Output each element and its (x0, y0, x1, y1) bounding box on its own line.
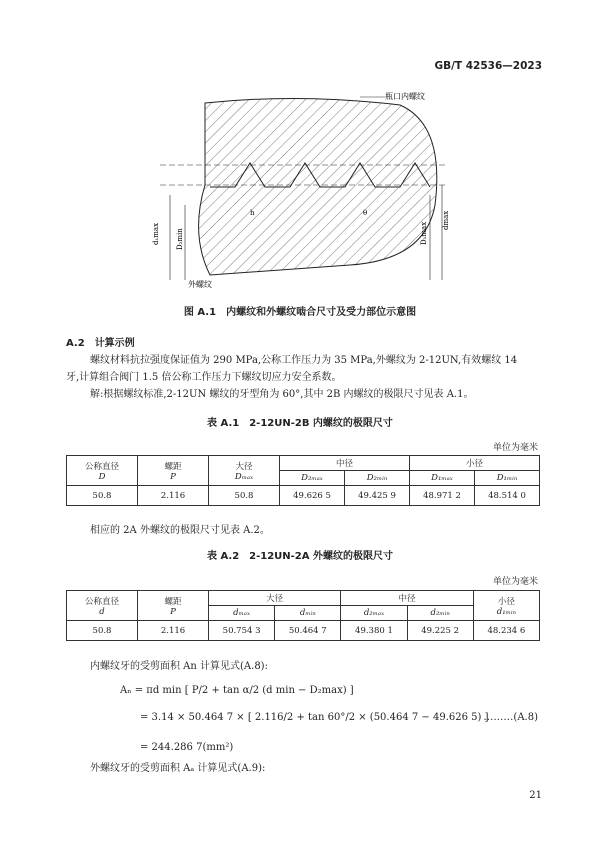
paragraph-5: 外螺纹牙的受剪面积 Aₐ 计算见式(A.9): (90, 763, 266, 774)
t2-major-max: dₘₐₓ (209, 606, 275, 621)
dim-dmax: dmax (442, 210, 450, 230)
figure-caption: 图 A.1 内螺纹和外螺纹啮合尺寸及受力部位示意图 (183, 307, 417, 318)
t1-major-sym: Dₘₐₓ (234, 471, 254, 482)
paragraph-1-cont: 牙,计算组合阀门 1.5 倍公称工作压力下螺纹切应力安全系数。 (66, 372, 342, 383)
dim-D1max: D₁max (420, 221, 428, 245)
t1-cell: 50.8 (209, 486, 280, 506)
t2-cell: 50.8 (67, 621, 138, 641)
paragraph-1: 螺纹材料抗拉强度保证值为 290 MPa,公称工作压力为 35 MPa,外螺纹为 2-12UN,有效螺纹 14 (90, 355, 518, 366)
section-title: 计算示例 (94, 338, 135, 349)
t2-cell: 49.225 2 (407, 621, 473, 641)
t2-middle-min: d₂ₘᵢₙ (407, 606, 473, 621)
section-number: A.2 (66, 338, 85, 349)
t1-pitch-sym: P (170, 471, 176, 482)
t2-nominal-sym: d (99, 606, 105, 617)
section-heading (66, 334, 135, 349)
table-a1 (66, 455, 540, 506)
t2-cell: 49.380 1 (341, 621, 407, 641)
t1-cell: 49.626 5 (280, 486, 345, 506)
t1-nominal-sym: D (98, 471, 106, 482)
t1-cell: 49.425 9 (345, 486, 410, 506)
formula-line-1: Aₙ = πd min [ P/2 + tan α/2 (d min − D₂max) ] (120, 685, 354, 696)
table2-caption: 表 A.2 2-12UN-2A 外螺纹的极限尺寸 (206, 551, 393, 562)
t1-minor-min: D₁ₘᵢₙ (475, 471, 540, 486)
paragraph-2: 解:根据螺纹标准,2-12UN 螺纹的牙型角为 60°,其中 2B 内螺纹的极限尺寸见表 A.1。 (90, 389, 474, 400)
t2-cell: 48.234 6 (473, 621, 539, 641)
page-number: 21 (529, 790, 542, 801)
t1-minor: 小径 (410, 456, 540, 471)
t1-middle-max: D₂ₘₐₓ (280, 471, 345, 486)
t1-cell: 48.514 0 (475, 486, 540, 506)
dim-theta: θ (363, 209, 368, 217)
t2-middle: 中径 (341, 591, 473, 606)
t2-cell: 50.754 3 (209, 621, 275, 641)
external-thread-label: 外螺纹 (188, 280, 212, 289)
formula-line-2: = 3.14 × 50.464 7 × [ 2.116/2 + tan 60°/2 × (50.464 7 − 49.626 5) ] (140, 712, 489, 723)
t2-cell: 2.116 (138, 621, 209, 641)
formula-ref: ………(A.8) (483, 712, 538, 723)
t2-major-min: dₘᵢₙ (275, 606, 341, 621)
t2-cell: 50.464 7 (275, 621, 341, 641)
t1-middle-min: D₂ₘᵢₙ (345, 471, 410, 486)
t2-pitch: 螺距 (164, 596, 182, 607)
dim-d1max: d₁max (152, 222, 160, 245)
t2-minor: 小径 (497, 596, 515, 607)
table1-unit: 单位为毫米 (492, 443, 538, 453)
t1-cell: 48.971 2 (410, 486, 475, 506)
t1-cell: 2.116 (138, 486, 209, 506)
t1-pitch: 螺距 (164, 461, 182, 472)
t1-major: 大径 (235, 461, 253, 472)
t2-major: 大径 (209, 591, 341, 606)
internal-thread-label: 瓶口内螺纹 (385, 92, 425, 101)
dim-h: h (250, 209, 255, 217)
table-a2 (66, 590, 540, 641)
table1-caption: 表 A.1 2-12UN-2B 内螺纹的极限尺寸 (207, 418, 393, 429)
t2-minor-sym: d₁ₘᵢₙ (496, 606, 516, 617)
t2-middle-max: d₂ₘₐₓ (341, 606, 407, 621)
formula-line-3: = 244.286 7(mm²) (140, 742, 234, 753)
standard-number: GB/T 42536—2023 (434, 60, 542, 72)
paragraph-4: 内螺纹牙的受剪面积 An 计算见式(A.8): (90, 661, 268, 672)
t1-cell: 50.8 (67, 486, 138, 506)
dim-d2min: D₂min (176, 228, 184, 250)
t1-nominal: 公称直径 (84, 461, 119, 472)
table2-unit: 单位为毫米 (492, 577, 538, 587)
thread-figure (150, 85, 450, 295)
t2-pitch-sym: P (170, 606, 176, 617)
t1-middle: 中径 (280, 456, 410, 471)
t1-minor-max: D₁ₘₐₓ (410, 471, 475, 486)
paragraph-3: 相应的 2A 外螺纹的极限尺寸见表 A.2。 (90, 525, 270, 536)
t2-nominal: 公称直径 (84, 596, 119, 607)
